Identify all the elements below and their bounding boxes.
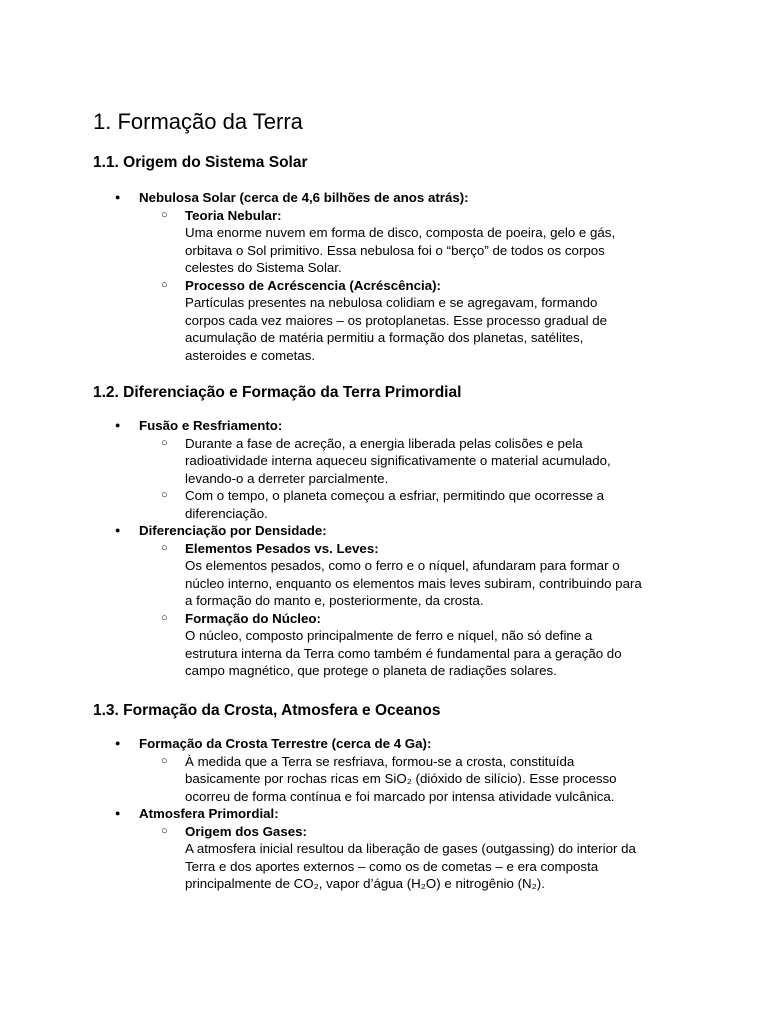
subitem-title: ○ Processo de Acréscencia (Acréscência): <box>185 277 441 293</box>
subitem-title: ○ Elementos Pesados vs. Leves: <box>185 540 379 556</box>
bullet-fusao-resfriamento: ● Fusão e Resfriamento: <box>0 417 768 435</box>
subitem-crosta <box>0 753 768 806</box>
bullet-atmosfera-primordial: ● Atmosfera Primordial: <box>0 805 768 823</box>
subitem-title: ○ Teoria Nebular: <box>185 207 282 223</box>
page-title: 1. Formação da Terra <box>93 109 303 134</box>
section-list-1-2 <box>0 417 768 680</box>
section-heading-1-2: 1.2. Diferenciação e Formação da Terra Primordial <box>93 384 462 401</box>
subitem-processo-acrescencia <box>0 277 768 365</box>
subitem-teoria-nebular <box>0 207 768 277</box>
subitem-text: Uma enorme nuvem em forma de disco, composta de poeira, gelo e gás, orbitava o Sol primitivo. Essa nebulosa foi o “berço” de todos os corpos celestes do Sistema Solar. <box>185 225 616 275</box>
subitem-text: O núcleo, composto principalmente de ferro e níquel, não só define a estrutura interna da Terra como também é fundamental para a geração do campo magnético, que protege o planeta de radiações solares. <box>185 628 622 678</box>
subitem-formacao-nucleo <box>0 610 768 680</box>
bullet-nebulosa-solar: ● Nebulosa Solar (cerca de 4,6 bilhões de anos atrás): <box>0 189 768 207</box>
subitem-text: A atmosfera inicial resultou da liberação de gases (outgassing) do interior da Terra e dos aportes externos – como os de cometas – e era composta principalmente de CO₂, vapor d’água (H₂O) e nitrogênio (N₂). <box>185 841 636 891</box>
subitem-esfriamento <box>0 487 768 522</box>
subitem-title: ○ Formação do Núcleo: <box>185 610 321 626</box>
section-heading-1-1: 1.1. Origem do Sistema Solar <box>93 154 308 171</box>
subitem-text: ○ Com o tempo, o planeta começou a esfriar, permitindo que ocorresse a diferenciação. <box>185 488 605 521</box>
bullet-diferenciacao-densidade: ● Diferenciação por Densidade: <box>0 522 768 540</box>
subitem-text: Os elementos pesados, como o ferro e o níquel, afundaram para formar o núcleo interno, enquanto os elementos mais leves subiram, contribuindo para a formação do manto e, posteriormente, da crosta. <box>185 558 642 608</box>
subitem-title: ○ Origem dos Gases: <box>185 823 307 839</box>
subitem-text: ○ Durante a fase de acreção, a energia liberada pelas colisões e pela radioatividade interna aqueceu significativamente o material acumulado, levando-o a derreter parcialmente. <box>185 435 611 486</box>
section-list-1-1 <box>0 189 768 364</box>
subitem-text: ○ À medida que a Terra se resfriava, formou-se a crosta, constituída basicamente por rochas ricas em SiO₂ (dióxido de silício). Esse processo ocorreu de forma contínua e foi marcado por intensa atividade vulcânica. <box>185 753 617 804</box>
subitem-text: Partículas presentes na nebulosa colidiam e se agregavam, formando corpos cada vez maiores – os protoplanetas. Esse processo gradual de acumulação de matéria permitiu a formação dos planetas, satélites, asteroides e cometas. <box>185 295 608 363</box>
section-list-1-3 <box>0 735 768 893</box>
bullet-formacao-crosta: ● Formação da Crosta Terrestre (cerca de 4 Ga): <box>0 735 768 753</box>
section-heading-1-3: 1.3. Formação da Crosta, Atmosfera e Oceanos <box>93 702 441 719</box>
subitem-acrecao <box>0 435 768 488</box>
subitem-origem-gases <box>0 823 768 893</box>
subitem-elementos-pesados <box>0 540 768 610</box>
